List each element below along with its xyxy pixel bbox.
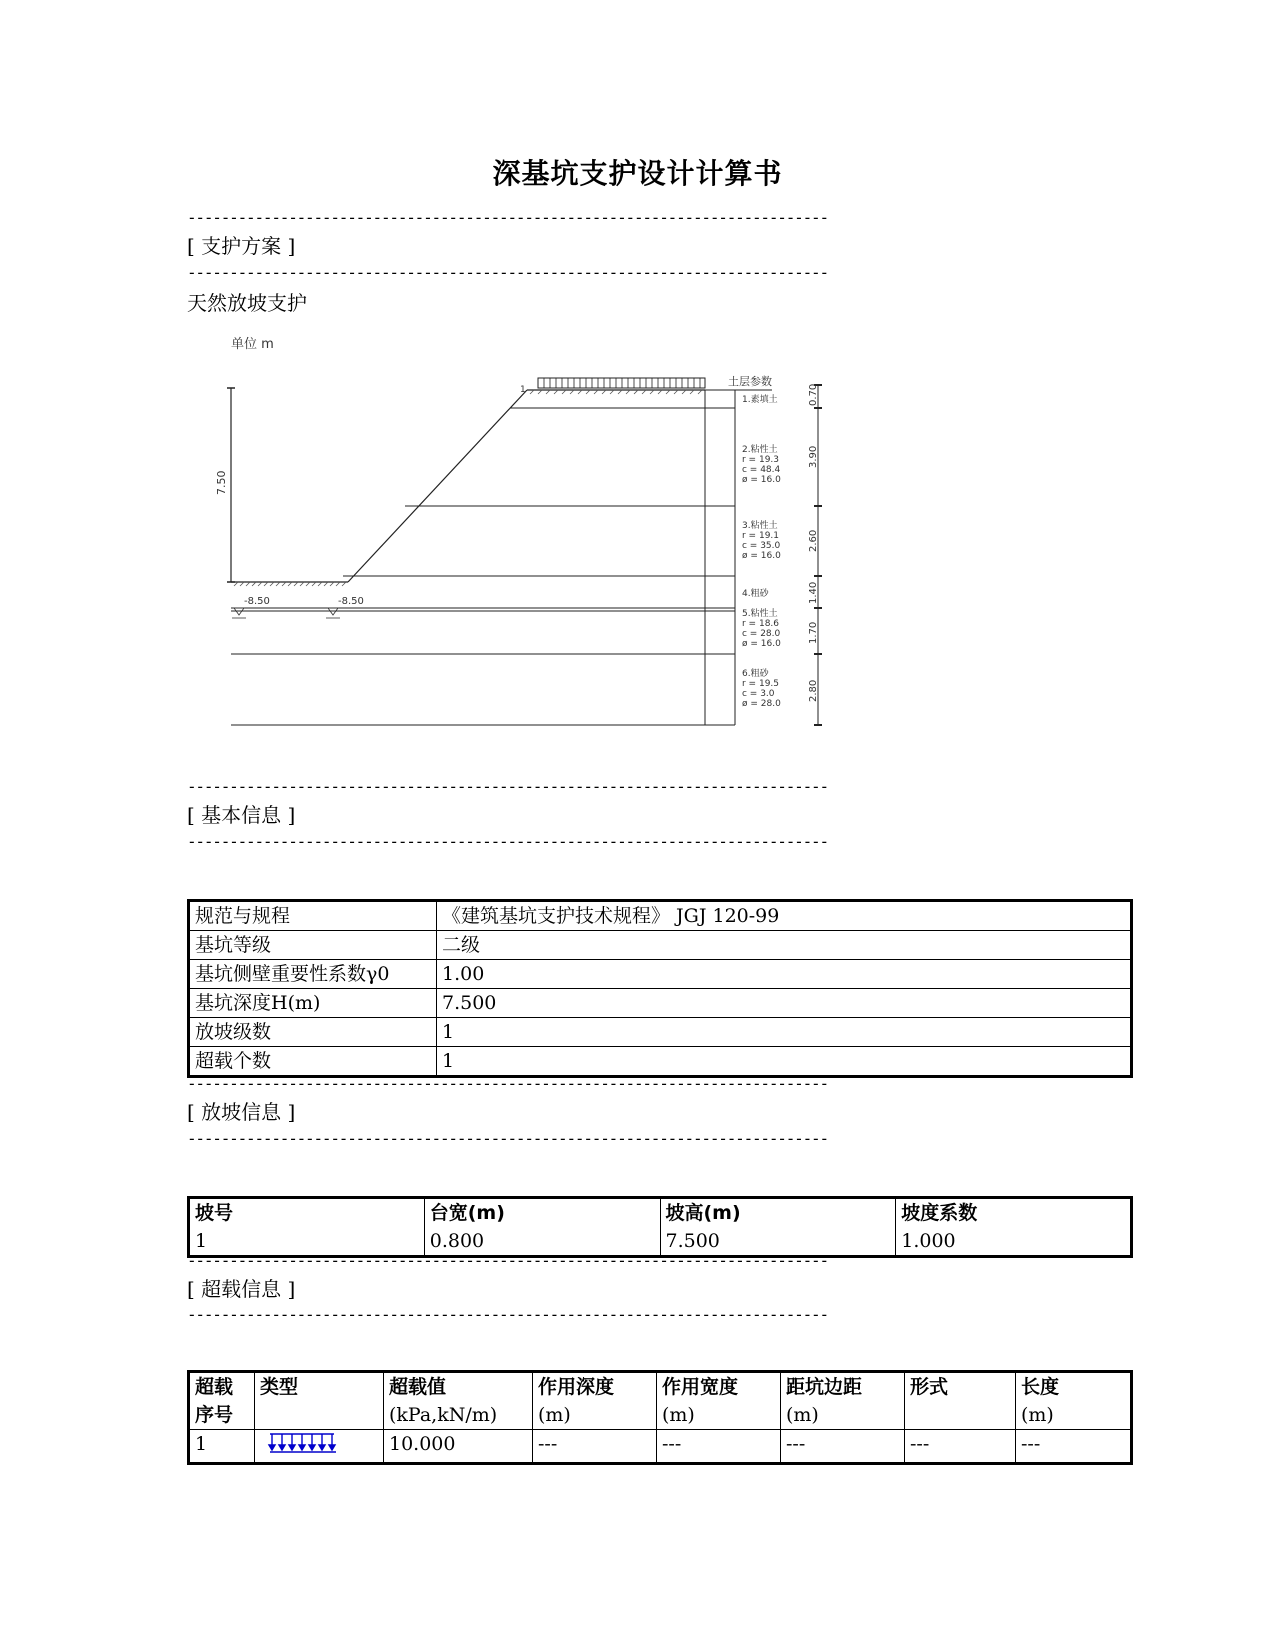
section-heading-scheme: [ 支护方案 ] bbox=[187, 234, 296, 258]
water-level-marker bbox=[232, 596, 270, 618]
basic-info-key: 基坑侧壁重要性系数γ0 bbox=[189, 960, 437, 989]
column-header: 作用宽度 (m) bbox=[657, 1372, 781, 1430]
load-info-table bbox=[187, 1370, 1133, 1465]
table-cell: --- bbox=[533, 1430, 657, 1464]
page-title: 深基坑支护设计计算书 bbox=[492, 157, 783, 190]
column-header: 坡高(m) bbox=[660, 1198, 896, 1228]
table-cell: --- bbox=[657, 1430, 781, 1464]
table-cell: 0.800 bbox=[424, 1227, 660, 1257]
svg-text:-8.50: -8.50 bbox=[244, 596, 270, 607]
layer-name: 1.素填土 bbox=[742, 395, 778, 405]
divider: ---------------------------------------------------------------------------- bbox=[187, 208, 828, 227]
table-row bbox=[189, 901, 1132, 931]
svg-text:r = 19.3: r = 19.3 bbox=[742, 455, 780, 465]
basic-info-value: 1.00 bbox=[437, 960, 1132, 989]
svg-text:r = 19.1: r = 19.1 bbox=[742, 531, 780, 541]
svg-text:2.60: 2.60 bbox=[808, 529, 819, 552]
svg-text:c = 48.4: c = 48.4 bbox=[742, 465, 781, 475]
layer-name: 2.粘性土 bbox=[742, 445, 778, 455]
slope-line bbox=[348, 390, 527, 582]
column-header: 类型 bbox=[255, 1372, 384, 1430]
layer-labels bbox=[742, 393, 781, 709]
column-header: 超载序号 bbox=[189, 1372, 255, 1430]
table-cell: --- bbox=[781, 1430, 905, 1464]
svg-text:1.40: 1.40 bbox=[808, 581, 819, 604]
basic-info-key: 基坑深度H(m) bbox=[189, 989, 437, 1018]
divider: ---------------------------------------------------------------------------- bbox=[187, 1251, 828, 1270]
svg-text:0.70: 0.70 bbox=[808, 383, 819, 406]
divider: ---------------------------------------------------------------------------- bbox=[187, 832, 828, 851]
layer-params-title: 土层参数 bbox=[728, 375, 772, 388]
table-row bbox=[189, 1018, 1132, 1047]
table-cell: 10.000 bbox=[384, 1430, 533, 1464]
table-header-row bbox=[189, 1198, 1132, 1228]
table-row bbox=[189, 1430, 1132, 1464]
basic-info-key: 规范与规程 bbox=[189, 901, 437, 931]
divider: ---------------------------------------------------------------------------- bbox=[187, 777, 828, 796]
column-header: 台宽(m) bbox=[424, 1198, 660, 1228]
basic-info-key: 超载个数 bbox=[189, 1047, 437, 1077]
svg-text:r = 19.5: r = 19.5 bbox=[742, 679, 780, 689]
basic-info-key: 放坡级数 bbox=[189, 1018, 437, 1047]
divider: ---------------------------------------------------------------------------- bbox=[187, 1074, 828, 1093]
svg-text:3.90: 3.90 bbox=[808, 445, 819, 468]
basic-info-value: 7.500 bbox=[437, 989, 1132, 1018]
unit-label: 单位 m bbox=[231, 337, 274, 352]
table-row bbox=[189, 960, 1132, 989]
layer-name: 5.粘性土 bbox=[742, 609, 778, 619]
section-heading-basic: [ 基本信息 ] bbox=[187, 803, 296, 827]
table-cell: 1 bbox=[189, 1430, 255, 1464]
svg-text:1.70: 1.70 bbox=[808, 621, 819, 644]
water-level-marker bbox=[326, 596, 364, 618]
surcharge-load-block bbox=[538, 378, 705, 388]
svg-text:ø = 16.0: ø = 16.0 bbox=[742, 475, 781, 485]
scheme-type: 天然放坡支护 bbox=[187, 291, 307, 315]
basic-info-key: 基坑等级 bbox=[189, 931, 437, 960]
slope-number: 1 bbox=[520, 385, 526, 395]
table-header-row bbox=[189, 1372, 1132, 1430]
column-header: 超载值 (kPa,kN/m) bbox=[384, 1372, 533, 1430]
section-heading-load: [ 超载信息 ] bbox=[187, 1277, 296, 1301]
svg-text:-8.50: -8.50 bbox=[338, 596, 364, 607]
layer-name: 6.粗砂 bbox=[742, 669, 769, 679]
slope-info-table bbox=[187, 1196, 1133, 1258]
divider: ---------------------------------------------------------------------------- bbox=[187, 1305, 828, 1324]
divider: ---------------------------------------------------------------------------- bbox=[187, 263, 828, 282]
column-header: 距坑边距 (m) bbox=[781, 1372, 905, 1430]
table-cell: --- bbox=[1016, 1430, 1132, 1464]
basic-info-value: 二级 bbox=[437, 931, 1132, 960]
table-row bbox=[189, 1047, 1132, 1077]
table-row bbox=[189, 931, 1132, 960]
column-header: 坡号 bbox=[189, 1198, 425, 1228]
table-cell: 1.000 bbox=[896, 1227, 1132, 1257]
ground-hatch bbox=[530, 390, 702, 394]
svg-text:c = 35.0: c = 35.0 bbox=[742, 541, 781, 551]
column-header: 形式 bbox=[905, 1372, 1016, 1430]
svg-text:c = 3.0: c = 3.0 bbox=[742, 689, 775, 699]
layer-name: 4.粗砂 bbox=[742, 589, 769, 599]
uniform-load-icon bbox=[260, 1430, 340, 1454]
layer-boundaries bbox=[231, 408, 735, 725]
svg-text:r = 18.6: r = 18.6 bbox=[742, 619, 780, 629]
depth-label-left: 7.50 bbox=[215, 470, 228, 495]
slope-section-diagram bbox=[215, 337, 860, 740]
column-header: 长度 (m) bbox=[1016, 1372, 1132, 1430]
section-heading-slope: [ 放坡信息 ] bbox=[187, 1100, 296, 1124]
basic-info-table bbox=[187, 899, 1133, 1078]
table-row bbox=[189, 989, 1132, 1018]
divider: ---------------------------------------------------------------------------- bbox=[187, 1129, 828, 1148]
svg-text:2.80: 2.80 bbox=[808, 679, 819, 702]
column-header: 作用深度 (m) bbox=[533, 1372, 657, 1430]
svg-text:c = 28.0: c = 28.0 bbox=[742, 629, 781, 639]
layer-name: 3.粘性土 bbox=[742, 521, 778, 531]
table-cell bbox=[255, 1430, 384, 1464]
svg-text:ø = 16.0: ø = 16.0 bbox=[742, 551, 781, 561]
svg-text:ø = 16.0: ø = 16.0 bbox=[742, 639, 781, 649]
column-header: 坡度系数 bbox=[896, 1198, 1132, 1228]
table-cell: --- bbox=[905, 1430, 1016, 1464]
table-cell: 1 bbox=[189, 1227, 425, 1257]
basic-info-value: 1 bbox=[437, 1047, 1132, 1077]
basic-info-value: 《建筑基坑支护技术规程》 JGJ 120-99 bbox=[437, 901, 1132, 931]
basic-info-value: 1 bbox=[437, 1018, 1132, 1047]
table-cell: 7.500 bbox=[660, 1227, 896, 1257]
surcharge-load-ticks bbox=[544, 378, 700, 388]
svg-text:ø = 28.0: ø = 28.0 bbox=[742, 699, 781, 709]
